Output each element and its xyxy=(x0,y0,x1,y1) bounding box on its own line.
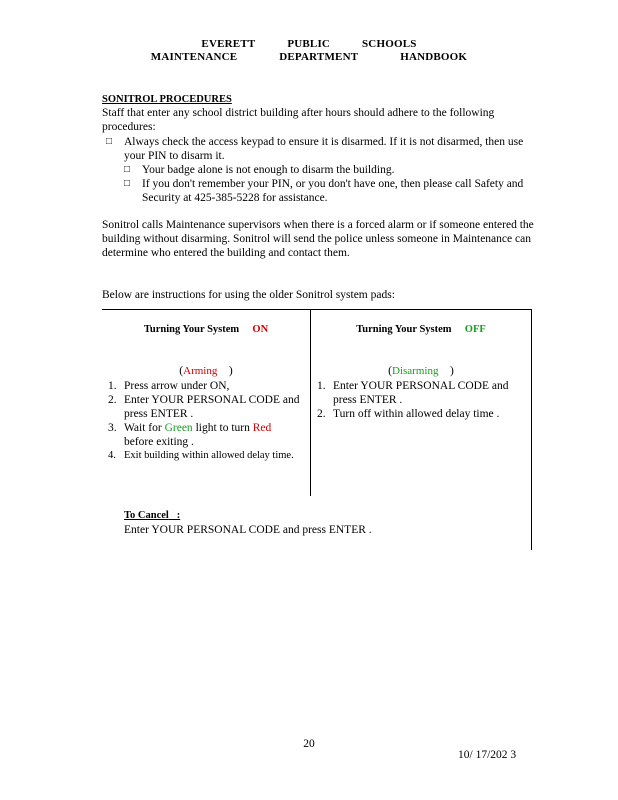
step-text: Exit building within allowed delay time. xyxy=(124,450,294,461)
state-on-label: ON xyxy=(252,324,269,335)
disarming-text: Disarming xyxy=(392,365,439,377)
header-word: DEPARTMENT xyxy=(279,51,359,63)
step-text: Press arrow under ON, xyxy=(124,380,230,392)
table-top-border xyxy=(102,309,532,310)
step-number: 1. xyxy=(108,380,117,392)
header-word: EVERETT xyxy=(201,38,256,50)
bullet-glyph: □ xyxy=(124,178,131,189)
step-text-post: before exiting . xyxy=(124,436,194,448)
step-text: Enter YOUR PERSONAL CODE and press ENTER . xyxy=(333,380,509,406)
title-prefix: Turning Your System xyxy=(143,324,240,335)
instructions-intro: Below are instructions for using the older Sonitrol system pads: xyxy=(102,289,395,301)
list-item xyxy=(102,393,300,421)
bullet-sub-1 xyxy=(124,163,534,177)
arming-text: Arming xyxy=(183,365,218,377)
bullet-sub-text: Your badge alone is not enough to disarm the building. xyxy=(142,164,395,176)
cancel-label: To Cancel : xyxy=(124,510,181,521)
arming-label: (Arming ) xyxy=(179,365,233,377)
bullet-glyph: □ xyxy=(124,164,131,175)
green-word: Green xyxy=(164,422,193,434)
step-text-pre: Wait for xyxy=(124,422,165,434)
bullet-glyph: □ xyxy=(106,136,113,147)
header-word: MAINTENANCE xyxy=(150,51,238,63)
page-number: 20 xyxy=(303,738,315,750)
list-item xyxy=(311,379,527,407)
header-word: PUBLIC xyxy=(287,38,331,50)
handbook-header-line1 xyxy=(0,38,618,50)
state-off-label: OFF xyxy=(464,324,486,335)
list-item xyxy=(102,421,300,449)
header-word: SCHOOLS xyxy=(361,38,417,50)
handbook-header-line2 xyxy=(0,51,618,63)
cancel-label-text: To Cancel xyxy=(124,510,169,521)
disarming-steps xyxy=(311,379,527,421)
step-number: 2. xyxy=(317,408,326,420)
title-prefix: Turning Your System xyxy=(356,324,452,335)
bullet-main xyxy=(106,135,534,163)
bullet-sub-text: If you don't remember your PIN, or you don't have one, then please call Safety and Security at 425-385-5228 for assistance. xyxy=(142,178,524,204)
list-item xyxy=(102,379,300,393)
step-number: 1. xyxy=(317,380,326,392)
disarming-label: (Disarming ) xyxy=(388,365,454,377)
list-item xyxy=(311,407,527,421)
footer-date: 10/ 17/202 3 xyxy=(458,749,517,761)
bullet-sub-2 xyxy=(124,177,534,205)
step-text: Turn off within allowed delay time . xyxy=(333,408,500,420)
right-column-title xyxy=(311,324,531,335)
table-right-border xyxy=(531,309,532,550)
section-title: SONITROL PROCEDURES xyxy=(102,94,232,105)
list-item xyxy=(102,449,300,463)
header-word: HANDBOOK xyxy=(400,51,468,63)
step-text-mid: light to turn xyxy=(192,422,253,434)
intro-paragraph: Staff that enter any school district building after hours should adhere to the following procedures: xyxy=(102,107,495,133)
step-number: 3. xyxy=(108,422,117,434)
bullet-main-text: Always check the access keypad to ensure it is disarmed. If it is not disarmed, then use your PIN to disarm it. xyxy=(124,136,524,162)
step-text: Enter YOUR PERSONAL CODE and press ENTER . xyxy=(124,394,300,420)
step-number: 4. xyxy=(108,450,116,461)
left-column-title xyxy=(102,324,310,335)
step-number: 2. xyxy=(108,394,117,406)
red-word: Red xyxy=(252,422,272,434)
sonitrol-paragraph: Sonitrol calls Maintenance supervisors when there is a forced alarm or if someone entered the building without disarming. Sonitrol will send the police unless someone in Maintenance can determine who entered the building and contact them. xyxy=(102,219,534,259)
cancel-text: Enter YOUR PERSONAL CODE and press ENTER . xyxy=(124,524,372,536)
arming-steps xyxy=(102,379,300,463)
